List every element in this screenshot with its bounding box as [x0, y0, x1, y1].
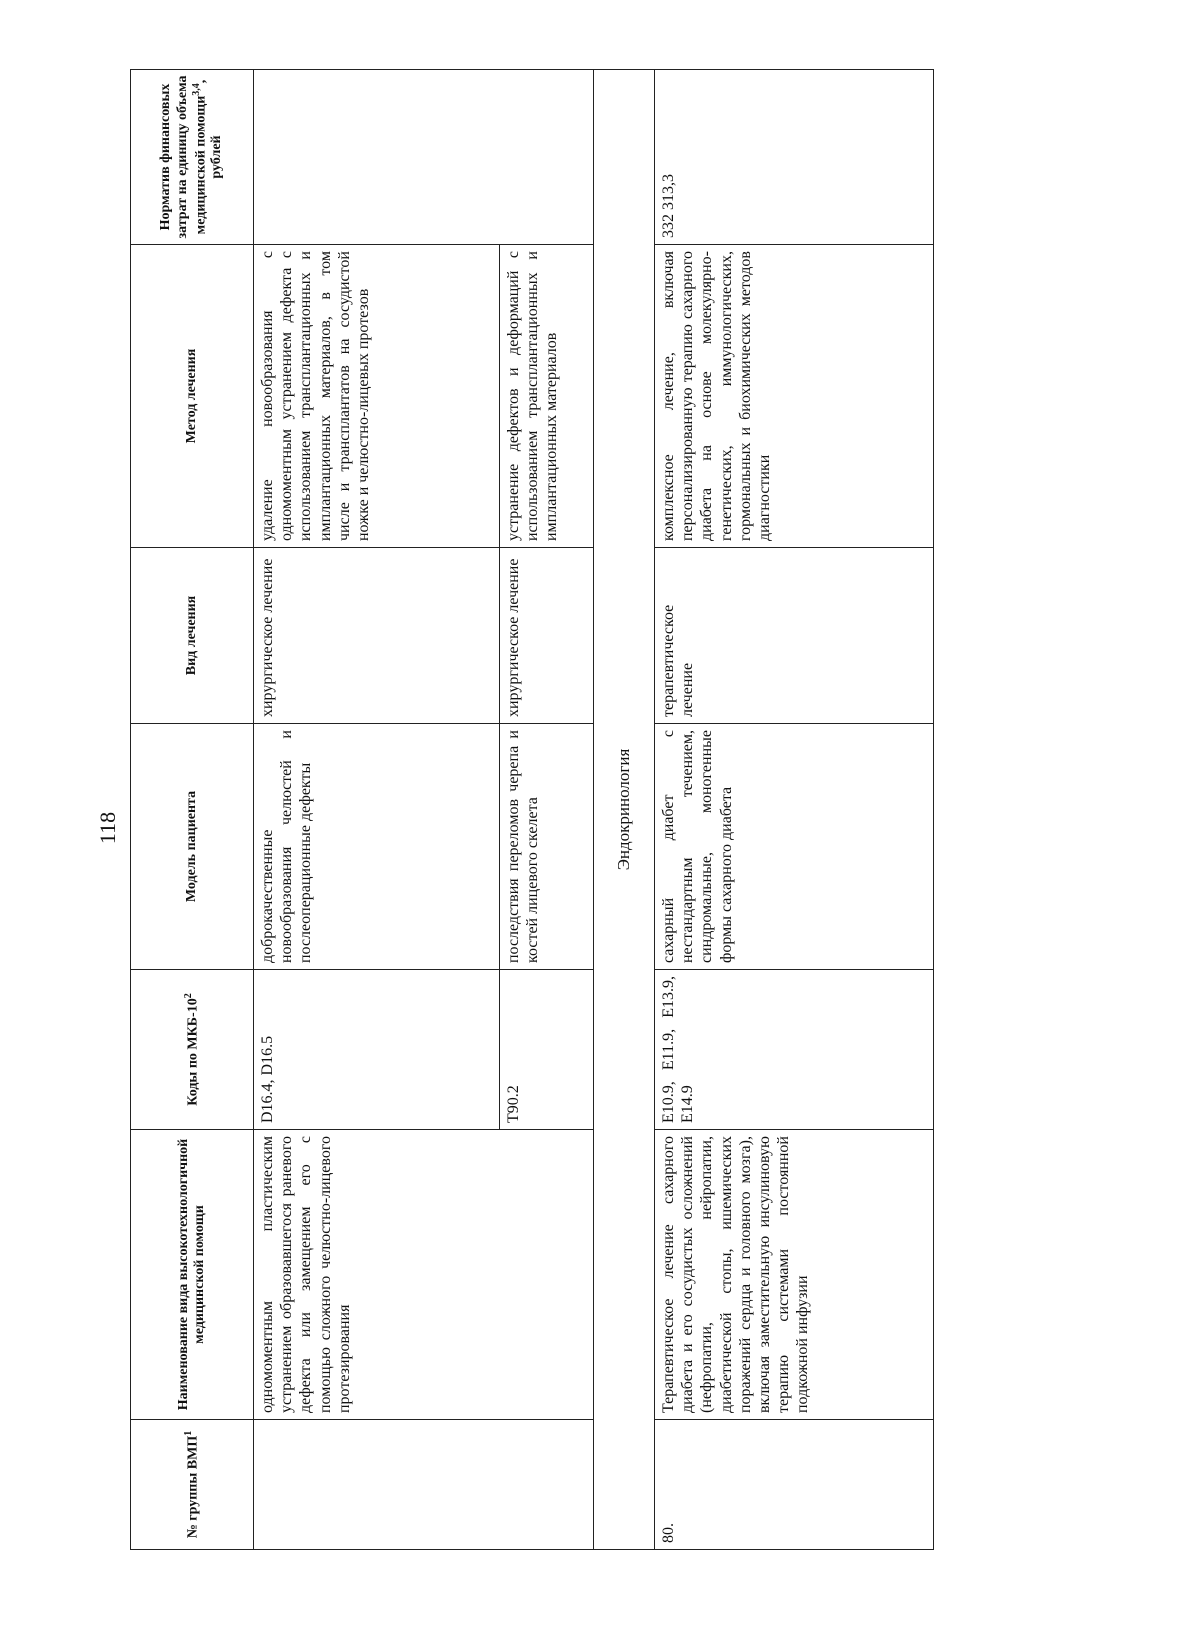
table-header-row [131, 70, 254, 1550]
cell-cost-norm: 332 313,3 [655, 70, 934, 245]
cell-cost-norm [254, 70, 594, 245]
section-title: Эндокринология [594, 70, 655, 1550]
section-row [594, 70, 655, 1550]
table-row [254, 70, 500, 1550]
header-cost-norm: Норматив финансовых затрат на единицу объема медицинской помощи$^{3,4}$, рублей [131, 70, 254, 245]
cell-treatment-type: хирургическое лечение [500, 548, 594, 724]
cell-method: устранение дефектов и деформаций с использованием трансплантационных и имплантационных материалов [500, 245, 594, 548]
cell-name: одномоментным пластическим устранением образовавшегося раневого дефекта или замещением его с помощью сложного челюстно-лицевого протезирования [254, 1130, 594, 1420]
cell-name: Терапевтическое лечение сахарного диабета и его сосудистых осложнений (нефропатии, нейропатии, диабетической стопы, ишемических поражений сердца и головного мозга), включая заместительную инсулиновую терапию системами постоянной подкожной инфузии [655, 1130, 934, 1420]
cell-treatment-type: терапевтическое лечение [655, 548, 934, 724]
cell-treatment-type: хирургическое лечение [254, 548, 500, 724]
header-treatment-type: Вид лечения [131, 548, 254, 724]
cell-method: комплексное лечение, включая персонализированную терапию сахарного диабета на основе молекулярно-генетических, иммунологических, гормональных и биохимических методов диагностики [655, 245, 934, 548]
header-name: Наименование вида высокотехнологичной медицинской помощи [131, 1130, 254, 1420]
rotated-table-container [130, 70, 922, 1550]
cell-icd: E10.9, E11.9, E13.9, E14.9 [655, 970, 934, 1130]
header-patient-model: Модель пациента [131, 724, 254, 970]
page-number: 118 [95, 811, 120, 845]
cell-method: удаление новообразования с одномоментным устранением дефекта с использованием трансплантационных и имплантационных материалов, в том числе и трансплантатов на сосудистой ножке и челюстно-лицевых протезов [254, 245, 500, 548]
cell-patient-model: доброкачественные новообразования челюстей и послеоперационные дефекты [254, 724, 500, 970]
header-icd: Коды по МКБ-$10^2$ [131, 970, 254, 1130]
cell-patient-model: сахарный диабет с нестандартным течением, синдромальные, моногенные формы сахарного диабета [655, 724, 934, 970]
header-method: Метод лечения [131, 245, 254, 548]
header-group-no: № группы ВМП$^1$ [131, 1420, 254, 1550]
cell-patient-model: последствия переломов черепа и костей лицевого скелета [500, 724, 594, 970]
cell-icd: D16.4, D16.5 [254, 970, 500, 1130]
cell-group-no [254, 1420, 594, 1550]
vmp-table [130, 69, 934, 1550]
cell-group-no: 80. [655, 1420, 934, 1550]
table-row [655, 70, 934, 1550]
cell-icd: T90.2 [500, 970, 594, 1130]
